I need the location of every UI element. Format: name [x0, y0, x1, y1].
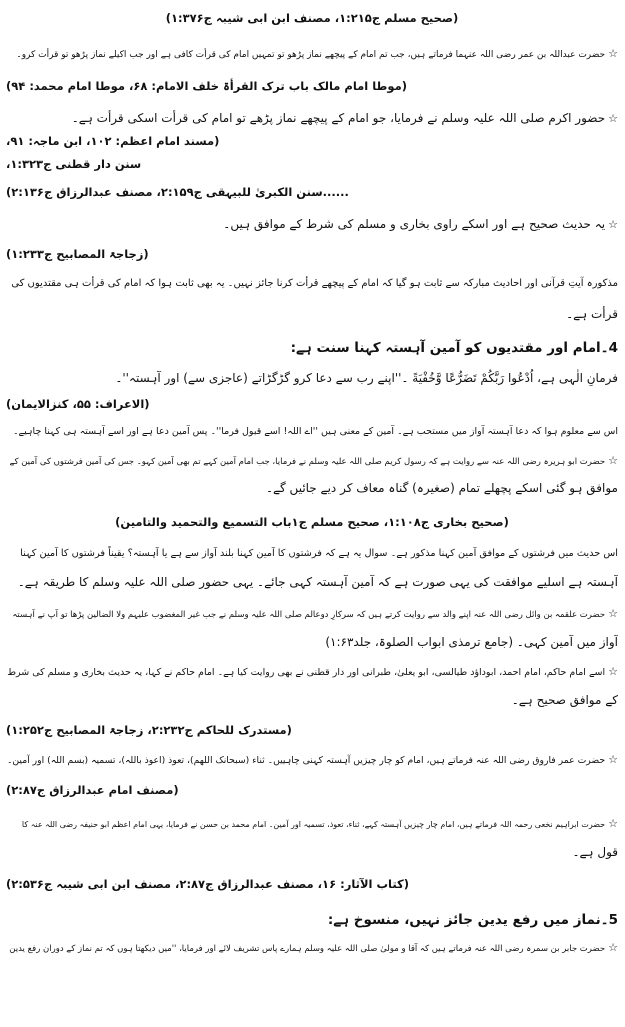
line-text: (مصنف امام عبدالرزاق ج۲:۸۷)	[6, 783, 179, 797]
text-line	[6, 750, 618, 771]
text-line	[6, 478, 618, 498]
line-text: اس حدیث میں فرشتوں کے موافق آمین کہنا مذکور ہے۔ سوال یہ ہے کہ فرشتوں کا آمین کہنا بلند آواز سے ہے یا آہستہ؟ یقیناً فرشتوں کا آمین کہنا	[20, 548, 618, 559]
line-text: ......سنن الکبریٰ للبیہقی ج۲:۱۵۹، مصنف عبدالرزاق ج۲:۱۳۶)	[6, 185, 349, 199]
line-text: (مسند امام اعظم: ۱۰۲، ابن ماجہ: ۹۱،	[6, 134, 220, 148]
line-text: حضرت علقمہ بن وائل رضی اللہ عنہ اپنے والد سے روایت کرتے ہیں کہ سرکارِ دوعالم صلی اللہ علیہ وسلم نے جب غیر المغضوب علیہم ولا الضالین پڑھا تو آپ نے آہستہ	[12, 610, 606, 620]
reference-line	[6, 182, 618, 202]
text-line	[6, 632, 618, 652]
text-line	[6, 938, 618, 959]
document-page	[6, 4, 618, 1024]
line-text: 4۔امام اور مقتدیوں کو آمین آہستہ کہنا سنت ہے:	[290, 340, 618, 356]
reference-line	[6, 874, 618, 894]
line-text: سنن دار قطنی ج۱:۳۲۳،	[6, 157, 142, 171]
reference-line	[6, 154, 618, 174]
text-line	[6, 451, 618, 472]
reference-line	[6, 512, 618, 532]
line-text: حضرت عمر فاروق رضی اللہ عنہ فرماتے ہیں، امام کو چار چیزیں آہستہ کہنی چاہییں۔ ثناء (سبحانک اللھم)، تعوذ (اعوذ باللہ)، تسمیہ (بسم اللہ) اور آمین۔	[6, 755, 606, 766]
reference-line	[6, 780, 618, 800]
star-bullet-icon: ☆	[608, 112, 618, 125]
line-text: (زجاجۃ المصابیح ج۱:۲۳۳)	[6, 247, 149, 261]
section-heading	[6, 910, 618, 930]
line-text: مذکورہ آیتِ قرآنی اور احادیث مبارکہ سے ثابت ہو گیا کہ امام کے پیچھے قرأت کرنا جائز نہیں۔ یہ بھی ثابت ہوا کہ امام کی قرأت ہی مقتدیوں کی	[11, 278, 618, 289]
star-bullet-icon: ☆	[608, 665, 618, 678]
text-line	[6, 572, 618, 592]
reference-line	[6, 76, 618, 96]
line-text: قرأت ہے۔	[566, 307, 618, 321]
reference-line	[6, 394, 618, 414]
line-text: حضرت عبداللہ بن عمر رضی اللہ عنہما فرماتے ہیں، جب تم امام کے پیچھے نماز پڑھو تو تمہیں امام کی قرأت کافی ہے اور جب اکیلے نماز پڑھو تو قرأت کرو۔	[16, 50, 606, 60]
text-line	[6, 214, 618, 235]
line-text: یہ حدیث صحیح ہے اور اسکے راوی بخاری و مسلم کی شرط کے موافق ہیں۔	[223, 217, 606, 231]
text-line	[6, 44, 618, 65]
line-text: (موطا امام مالک باب ترک القرأۃ خلف الامام: ۶۸، موطا امام محمد: ۹۴)	[6, 79, 407, 93]
star-bullet-icon: ☆	[608, 817, 618, 830]
line-text: کے موافق صحیح ہے۔	[511, 693, 618, 707]
text-line	[6, 544, 618, 564]
line-text: (الاعراف: ۵۵، کنزالایمان)	[6, 397, 150, 411]
line-text: اسے امام حاکم، امام احمد، ابوداؤد طیالسی، ابو یعلیٰ، طبرانی اور دار قطنی نے بھی روایت کیا ہے۔ امام حاکم نے کہا، یہ حدیث بخاری و مسلم کی شرط	[7, 667, 606, 678]
reference-line	[6, 244, 618, 264]
line-text: حضرت ابراہیم نخعی رحمہ اللہ فرماتے ہیں، امام چار چیزیں آہستہ کہے، ثناء، تعوذ، تسمیہ اور آمین۔ امام محمد بن حسن نے فرمایا، یہی امام اعظم ابو حنیفہ رضی اللہ عنہ کا	[21, 820, 606, 829]
line-text: فرمانِ الٰہی ہے، اُدْعُوا رَبَّكُمْ تَضَرُّعًا وَّخُفْيَةً ۔''اپنے رب سے دعا کرو گڑگڑاتے (عاجزی سے) اور آہستہ''۔	[115, 371, 618, 385]
star-bullet-icon: ☆	[608, 753, 618, 766]
text-line	[6, 422, 618, 442]
text-line	[6, 662, 618, 683]
line-text: 5۔نماز میں رفع یدین جائز نہیں، منسوخ ہے:	[327, 912, 618, 928]
star-bullet-icon: ☆	[608, 47, 618, 60]
line-text: قول ہے۔	[572, 845, 618, 859]
star-bullet-icon: ☆	[608, 607, 618, 620]
text-line	[6, 814, 618, 835]
line-text: آہستہ ہے اسلیے موافقت کی یہی صورت ہے کہ آمین آہستہ کہی جائے۔ یہی حضور صلی اللہ علیہ وسلم کا طریقہ ہے۔	[17, 575, 618, 589]
line-text: (مستدرک للحاکم ج۲:۲۳۲، زجاجۃ المصابیح ج۱:۲۵۲)	[6, 723, 292, 737]
line-text: حضرت ابو ہریرہ رضی اللہ عنہ سے روایت ہے کہ رسول کریم صلی اللہ علیہ وسلم نے فرمایا، جب امام آمین کہے تم بھی آمین کہو۔ جس کی آمین فرشتوں کی آمین کے	[9, 457, 606, 467]
line-text: (صحیح بخاری ج۱:۱۰۸، صحیح مسلم ج۱باب التسمیع والتحمید والتامین)	[115, 515, 509, 529]
section-heading	[6, 338, 618, 358]
text-line	[6, 304, 618, 324]
text-line	[6, 274, 618, 294]
line-text: اس سے معلوم ہوا کہ دعا آہستہ آواز میں مستحب ہے۔ آمین کے معنی ہیں ''اے اللہ! اسے قبول فرما''۔ پس آمین دعا ہے اور اسے آہستہ ہی کہنا چاہیے۔	[12, 426, 618, 437]
line-text: حضور اکرم صلی اللہ علیہ وسلم نے فرمایا، جو امام کے پیچھے نماز پڑھے تو امام کی قرأت اسکی قرأت ہے۔	[71, 111, 606, 125]
reference-line	[6, 8, 618, 28]
star-bullet-icon: ☆	[608, 941, 618, 954]
text-line	[6, 368, 618, 388]
line-text: (کتاب الآثار: ۱۶، مصنف عبدالرزاق ج۲:۸۷، مصنف ابن ابی شیبہ ج۲:۵۳۶)	[6, 877, 409, 891]
text-line	[6, 604, 618, 625]
star-bullet-icon: ☆	[608, 218, 618, 231]
reference-line	[6, 131, 618, 151]
line-text: حضرت جابر بن سمرہ رضی اللہ عنہ فرماتے ہیں کہ آقا و مولیٰ صلی اللہ علیہ وسلم ہمارے پاس تشریف لائے اور فرمایا، ''میں دیکھتا ہوں کہ تم نماز کے دوران رفع یدین	[9, 944, 606, 954]
line-text: موافق ہو گئی اسکے پچھلے تمام (صغیرہ) گناہ معاف کر دیے جائیں گے۔	[265, 481, 618, 495]
reference-line	[6, 720, 618, 740]
line-text: آواز میں آمین کہی۔ (جامع ترمذی ابواب الصلوۃ، جلد۱:۶۳)	[325, 635, 618, 649]
text-line	[6, 690, 618, 710]
line-text: (صحیح مسلم ج۱:۲۱۵، مصنف ابن ابی شیبہ ج۱:۳۷۶)	[165, 11, 459, 25]
star-bullet-icon: ☆	[608, 454, 618, 467]
text-line	[6, 108, 618, 129]
text-line	[6, 842, 618, 862]
